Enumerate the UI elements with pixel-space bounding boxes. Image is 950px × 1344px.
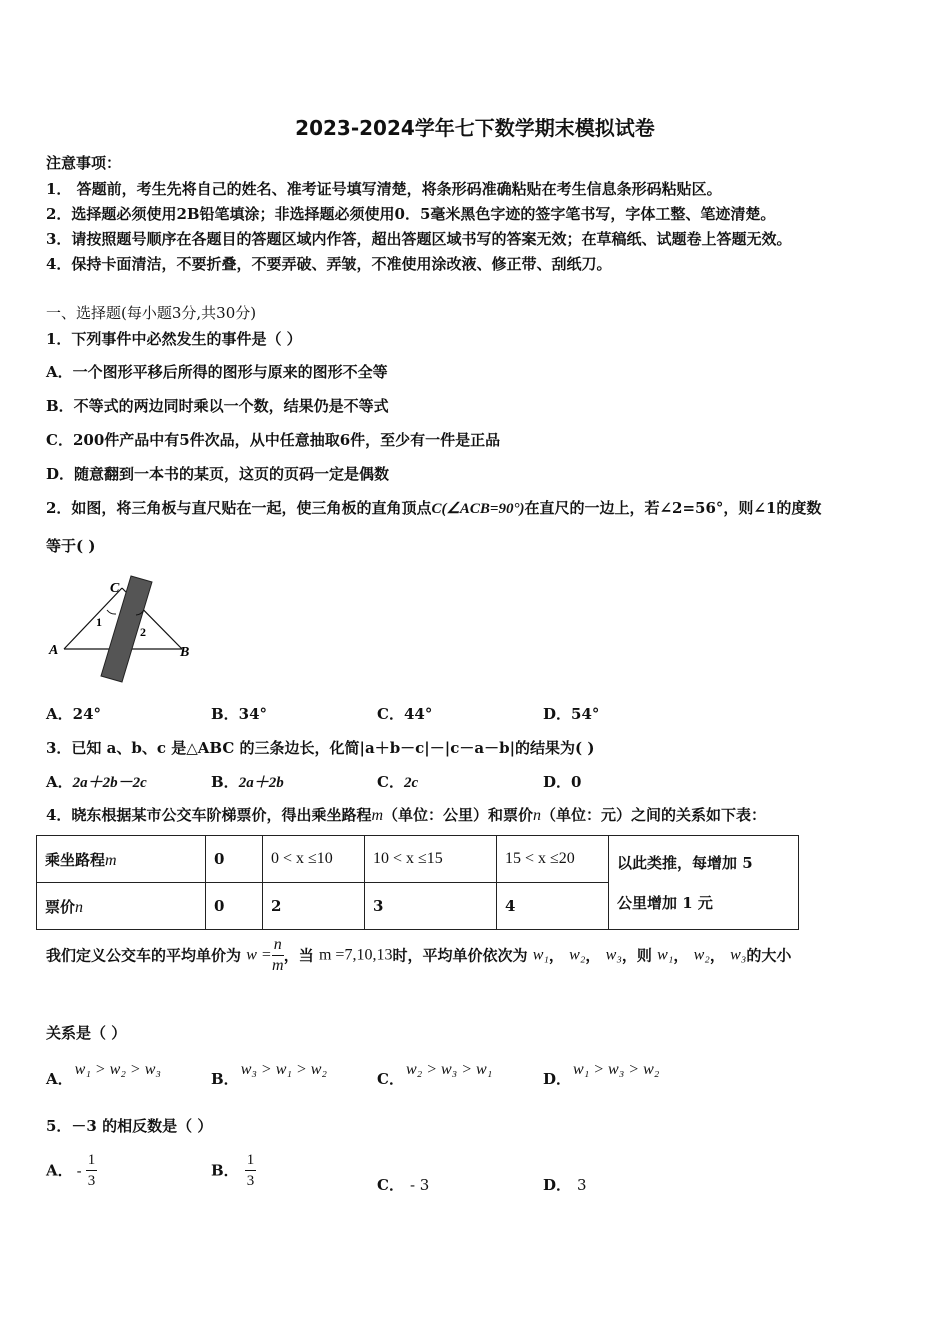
page-title: 2023-2024学年七下数学期末模拟试卷 (295, 116, 655, 140)
m-values: m =7,10,13 (318, 946, 393, 964)
question-2-stem (46, 497, 821, 518)
q5-option-d: D． 3 (543, 1176, 587, 1194)
label-a: A (49, 643, 59, 658)
q3-option-a (46, 771, 147, 792)
q1-option-a: A．一个图形平移后所得的图形与原来的图形不全等 (46, 363, 388, 381)
label-b: B (180, 645, 190, 660)
q4-stem-part: （单位：元）之间的关系如下表： (541, 806, 767, 824)
q3-option-b (211, 771, 284, 792)
table-cell: 4 (497, 883, 609, 930)
table-cell: 15 < x ≤20 (497, 836, 609, 883)
q2-option-b: B．34° (211, 705, 268, 723)
q4-option-c: C．w₂ > w₃ > w₁ (377, 1061, 493, 1088)
q4-stem-part: 4．晓东根据某市公交车阶梯票价，得出乘坐路程 (46, 806, 372, 824)
q4-stem-part: （单位：公里）和票价 (383, 806, 534, 824)
q2-stem-end: 等于( ) (46, 537, 96, 555)
question-5-stem: 5．－3 的相反数是（ ） (46, 1117, 213, 1135)
fare-table (36, 835, 799, 930)
label-c: C (110, 581, 120, 596)
notice-item: 4．保持卡面清洁，不要折叠，不要弄破、弄皱，不准使用涂改液、修正带、刮纸刀。 (46, 255, 612, 273)
q1-option-d: D．随意翻到一本书的某页，这页的页码一定是偶数 (46, 465, 390, 483)
q3-option-label: B． (211, 773, 239, 791)
q2-option-c: C．44° (377, 705, 433, 723)
notice-item: 1． 答题前，考生先将自己的姓名、准考证号填写清楚，将条形码准确粘贴在考生信息条形码粘贴区。 (46, 180, 722, 198)
var-n: n (533, 807, 542, 824)
q5-option-c: C． - 3 (377, 1176, 430, 1194)
question-4-stem (46, 804, 766, 825)
q3-option-expr: 2c (403, 775, 419, 791)
angle-2-label: 2 (140, 625, 146, 639)
table-cell: 0 (206, 883, 263, 930)
table-cell: 2 (263, 883, 365, 930)
q4-definition-end: 关系是（ ） (46, 1024, 127, 1042)
fraction: $\frac{1}{3}$ (246, 1152, 255, 1189)
q3-option-expr: 2a＋2b－2c (72, 775, 147, 791)
q3-option-c (377, 771, 418, 792)
q5-option-a: A． - $\frac{1}{3}$ (46, 1152, 96, 1189)
q3-option-expr: 0 (571, 773, 582, 791)
table-row (37, 836, 799, 883)
q4-option-b: B．w₃ > w₁ > w₂ (211, 1061, 327, 1088)
q3-option-expr: 2a＋2b (238, 775, 284, 791)
fraction: $\frac{n}{m}$ (271, 936, 284, 974)
q2-option-d: D．54° (543, 705, 600, 723)
triangle-ruler-figure (44, 570, 204, 685)
table-cell: 乘坐路程m (37, 836, 206, 883)
q2-stem-part: 在直尺的一边上，若∠2=56°，则∠1的度数 (524, 499, 822, 517)
q3-option-label: D． (543, 773, 572, 791)
q4-option-d: D．w₁ > w₃ > w₂ (543, 1061, 660, 1088)
q3-option-label: C． (377, 773, 404, 791)
table-cell: 0 (206, 836, 263, 883)
angle-1-label: 1 (96, 615, 102, 629)
table-cell: 10 < x ≤15 (365, 836, 497, 883)
fraction: $\frac{1}{3}$ (87, 1152, 96, 1189)
var-m: m (371, 807, 384, 824)
q1-option-c: C．200件产品中有5件次品，从中任意抽取6件，至少有一件是正品 (46, 431, 501, 449)
table-note: 以此类推，每增加 5 公里增加 1 元 (609, 836, 799, 930)
q2-angle-condition: C(∠ACB=90°) (431, 501, 525, 517)
formula-w: w = (246, 946, 272, 964)
q2-stem-part: 2．如图，将三角板与直尺贴在一起，使三角板的直角顶点 (46, 499, 432, 517)
q2-option-a: A．24° (46, 705, 102, 723)
notice-heading: 注意事项： (46, 154, 122, 172)
q4-option-a: A．w₁ > w₂ > w₃ (46, 1061, 161, 1088)
notice-item: 3．请按照题号顺序在各题目的答题区域内作答，超出答题区域书写的答案无效；在草稿纸、试题卷上答题无效。 (46, 230, 792, 248)
table-cell: 3 (365, 883, 497, 930)
question-1-stem: 1．下列事件中必然发生的事件是（ ） (46, 330, 302, 348)
q1-option-b: B．不等式的两边同时乘以一个数，结果仍是不等式 (46, 397, 389, 415)
q3-option-d (543, 771, 581, 792)
notice-item: 2．选择题必须使用2B铅笔填涂；非选择题必须使用0．5毫米黑色字迹的签字笔书写，字体工整、笔迹清楚。 (46, 205, 776, 223)
table-cell: 票价n (37, 883, 206, 930)
q3-option-label: A． (46, 773, 73, 791)
q4-definition: 我们定义公交车的平均单价为 w = $\frac{n}{m}$ ，当 m =7,10,13时，平均单价依次为 w₁， w₂， w₃，则 w₁， w₂， w₃的大小 (46, 936, 792, 974)
q5-option-b: B． $\frac{1}{3}$ (211, 1152, 255, 1189)
section-heading: 一、选择题(每小题3分,共30分) (46, 304, 257, 322)
question-3-stem: 3．已知 a、b、c 是△ABC 的三条边长，化简|a＋b－c|－|c－a－b|的结果为( ) (46, 739, 595, 757)
table-cell: 0 < x ≤10 (263, 836, 365, 883)
